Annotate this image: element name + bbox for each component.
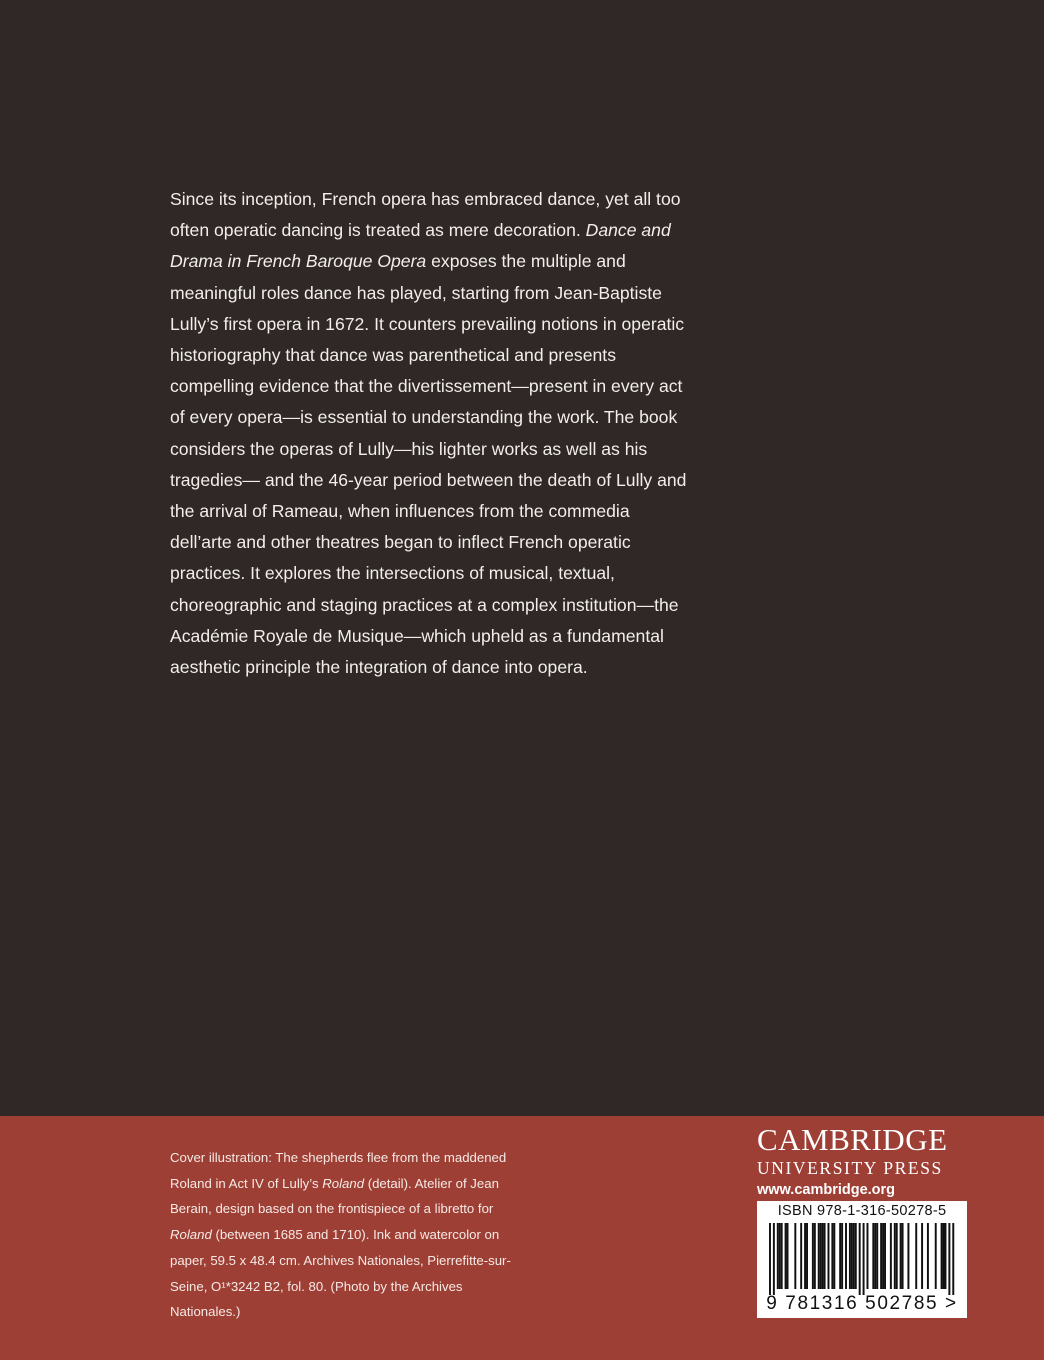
barcode-bar (818, 1223, 820, 1289)
barcode-bar (853, 1223, 855, 1289)
isbn-barcode (757, 1201, 967, 1318)
credit-italic-roland-2: Roland (170, 1227, 212, 1243)
barcode-bar (935, 1223, 937, 1289)
barcode-bar (851, 1223, 853, 1289)
credit-text-1: Cover illustration: The shepherds flee from the maddened Roland in Act IV of Lully’s (170, 1150, 507, 1191)
barcode-bar (907, 1223, 909, 1289)
barcode-bar (874, 1223, 876, 1289)
barcode-bar (822, 1223, 824, 1289)
barcode-bar (806, 1223, 808, 1289)
barcode-bar (943, 1223, 945, 1289)
barcode-bar (777, 1223, 779, 1289)
barcode-bar (882, 1223, 884, 1289)
barcode-bar (814, 1223, 816, 1289)
barcode-bar (831, 1223, 833, 1289)
barcode-bar (841, 1223, 843, 1289)
barcode-bar (828, 1223, 830, 1289)
barcode-bar (941, 1223, 943, 1289)
barcode-bar (945, 1223, 947, 1289)
blurb-book-title: Dance and Drama in French Baroque Opera (170, 220, 671, 272)
barcode-bar (769, 1223, 771, 1295)
barcode-bar (927, 1223, 929, 1289)
barcode-bar (773, 1223, 775, 1295)
credit-text-3: (between 1685 and 1710). Ink and watercolor on paper, 59.5 x 48.4 cm. Archives Nationales, Pierrefitte-sur-Seine, O¹*3242 B2, fol. 80. (Photo by the Archives Nationales.) (170, 1227, 511, 1320)
barcode-bar (900, 1223, 902, 1289)
barcode-bar (952, 1223, 954, 1295)
barcode-bar (794, 1223, 796, 1289)
barcode-bar (781, 1223, 783, 1289)
barcode-bar (785, 1223, 787, 1289)
barcode-bar (884, 1223, 886, 1289)
barcode-bar (921, 1223, 923, 1289)
cover-illustration-credit (170, 1145, 530, 1325)
barcode-bar (876, 1223, 878, 1289)
barcode-bar (894, 1223, 896, 1289)
blurb-text-intro: Since its inception, French opera has embraced dance, yet all too often operatic dancing is treated as mere decoration. (170, 189, 681, 241)
barcode-bar (855, 1223, 857, 1289)
back-cover-blurb (170, 184, 690, 683)
barcode-bar (800, 1223, 802, 1289)
barcode-bar (948, 1223, 950, 1295)
barcode-bar (896, 1223, 898, 1289)
credit-italic-roland-1: Roland (322, 1175, 365, 1191)
barcode-bars (757, 1223, 967, 1295)
publisher-logo (757, 1122, 972, 1202)
barcode-bar (787, 1223, 789, 1289)
publisher-url: www.cambridge.org (757, 1182, 896, 1198)
barcode-bar (779, 1223, 781, 1289)
barcode-bar (859, 1223, 861, 1295)
barcode-bar (839, 1223, 841, 1289)
barcode-bar (849, 1223, 851, 1289)
ean-digits: 9 781316 502785 > (766, 1293, 958, 1314)
barcode-bar (833, 1223, 835, 1289)
credit-text-2: (detail). Atelier of Jean Berain, design based on the frontispiece of a libretto for (170, 1175, 499, 1217)
isbn-label: ISBN 978-1-316-50278-5 (777, 1203, 947, 1219)
barcode-bar (915, 1223, 917, 1289)
publisher-name: CAMBRIDGE (757, 1122, 948, 1157)
barcode-bar (872, 1223, 874, 1289)
barcode-bar (820, 1223, 822, 1289)
barcode-bar (867, 1223, 869, 1289)
barcode-bar (880, 1223, 882, 1289)
barcode-bar (845, 1223, 847, 1289)
barcode-bar (804, 1223, 806, 1289)
barcode-bar (863, 1223, 865, 1295)
barcode-bar (890, 1223, 892, 1289)
barcode-bar (812, 1223, 814, 1289)
blurb-text-body: exposes the multiple and meaningful roles dance has played, starting from Jean-Baptiste Lully’s first opera in 1672. It counters prevailing notions in operatic historiography that dance was parenthetical and presents compelling evidence that the divertissement—present in every act of every opera—is essential to understanding the work. The book considers the operas of Lully—his lighter works as well as his tragedies— and the 46-year period between the death of Lully and the arrival of Rameau, when influences from the commedia dell’arte and other theatres began to inflect French operatic practices. It explores the intersections of musical, textual, choreographic and staging practices at a complex institution—the Académie Royale de Musique—which upheld as a fundamental aesthetic principle the integration of dance into opera. (170, 251, 687, 678)
barcode-bar (824, 1223, 826, 1289)
barcode-bar (902, 1223, 904, 1289)
publisher-press: UNIVERSITY PRESS (757, 1158, 943, 1178)
